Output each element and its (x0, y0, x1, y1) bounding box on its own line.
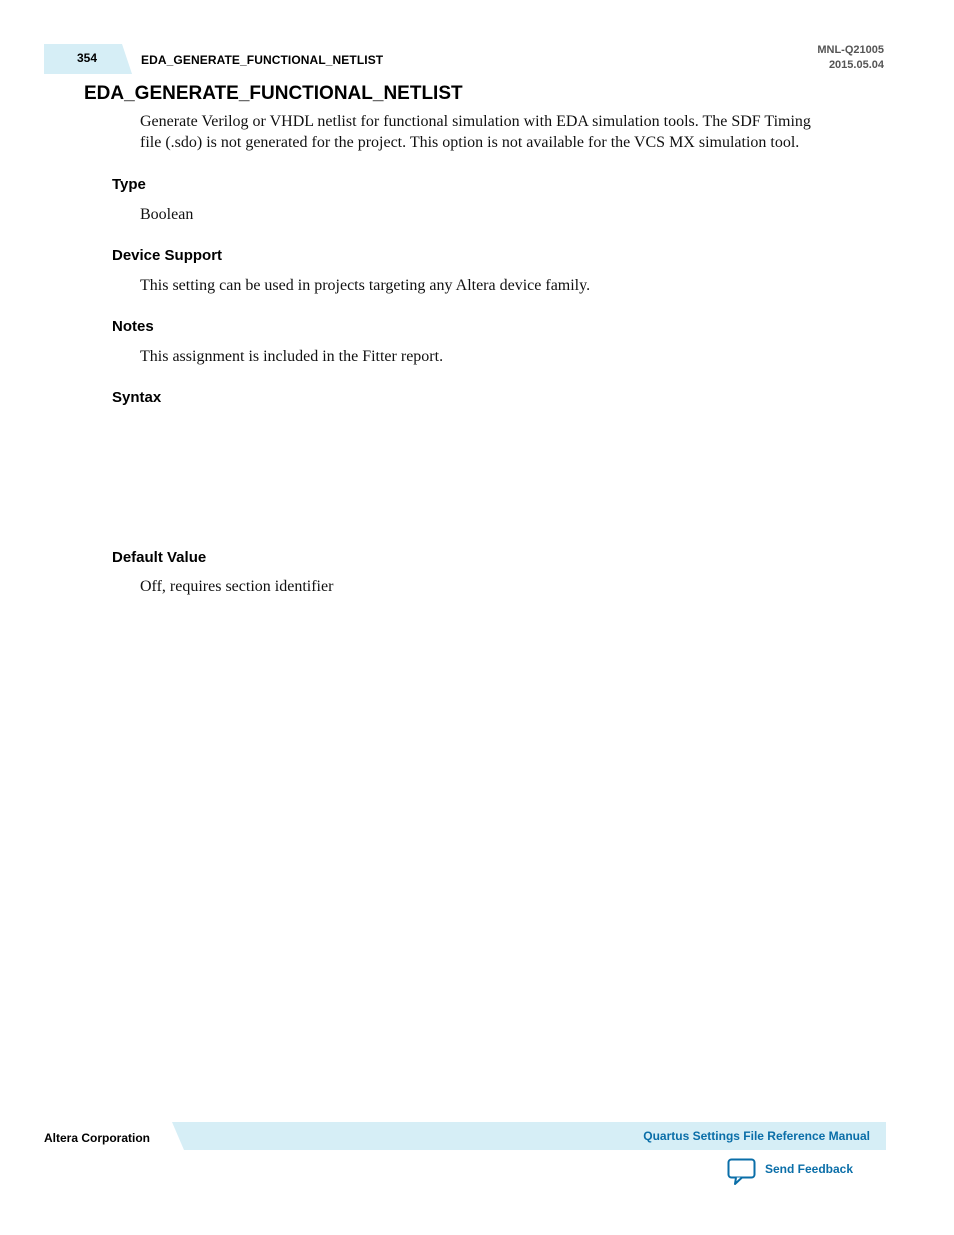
section-text-device-support: This setting can be used in projects targeting any Altera device family. (140, 277, 591, 294)
section-heading-default-value: Default Value (112, 549, 207, 566)
page-number: 354 (76, 51, 98, 65)
footer-company: Altera Corporation (44, 1131, 151, 1145)
page-title: EDA_GENERATE_FUNCTIONAL_NETLIST (84, 83, 463, 104)
manual-title-link[interactable]: Quartus Settings File Reference Manual (643, 1129, 870, 1143)
section-text-type: Boolean (140, 206, 194, 223)
description (140, 111, 875, 153)
section-text-notes: This assignment is included in the Fitter report. (140, 348, 444, 365)
doc-id: MNL-Q21005 (817, 44, 884, 56)
send-feedback-link[interactable] (727, 1158, 853, 1188)
doc-date: 2015.05.04 (828, 59, 884, 71)
section-heading-syntax: Syntax (112, 389, 162, 406)
description-line-2: file (.sdo) is not generated for the project. This option is not available for the VCS MX simulation tool. (140, 134, 800, 151)
section-text-default-value: Off, requires section identifier (140, 578, 334, 595)
section-heading-type: Type (112, 176, 146, 193)
running-title: EDA_GENERATE_FUNCTIONAL_NETLIST (141, 53, 384, 67)
description-line-1: Generate Verilog or VHDL netlist for functional simulation with EDA simulation tools. The SDF Timing (140, 113, 811, 130)
section-heading-notes: Notes (112, 318, 154, 335)
send-feedback-label: Send Feedback (765, 1162, 854, 1176)
doc-id-block (817, 43, 884, 73)
section-heading-device-support: Device Support (112, 247, 223, 264)
speech-bubble-icon (727, 1158, 757, 1191)
